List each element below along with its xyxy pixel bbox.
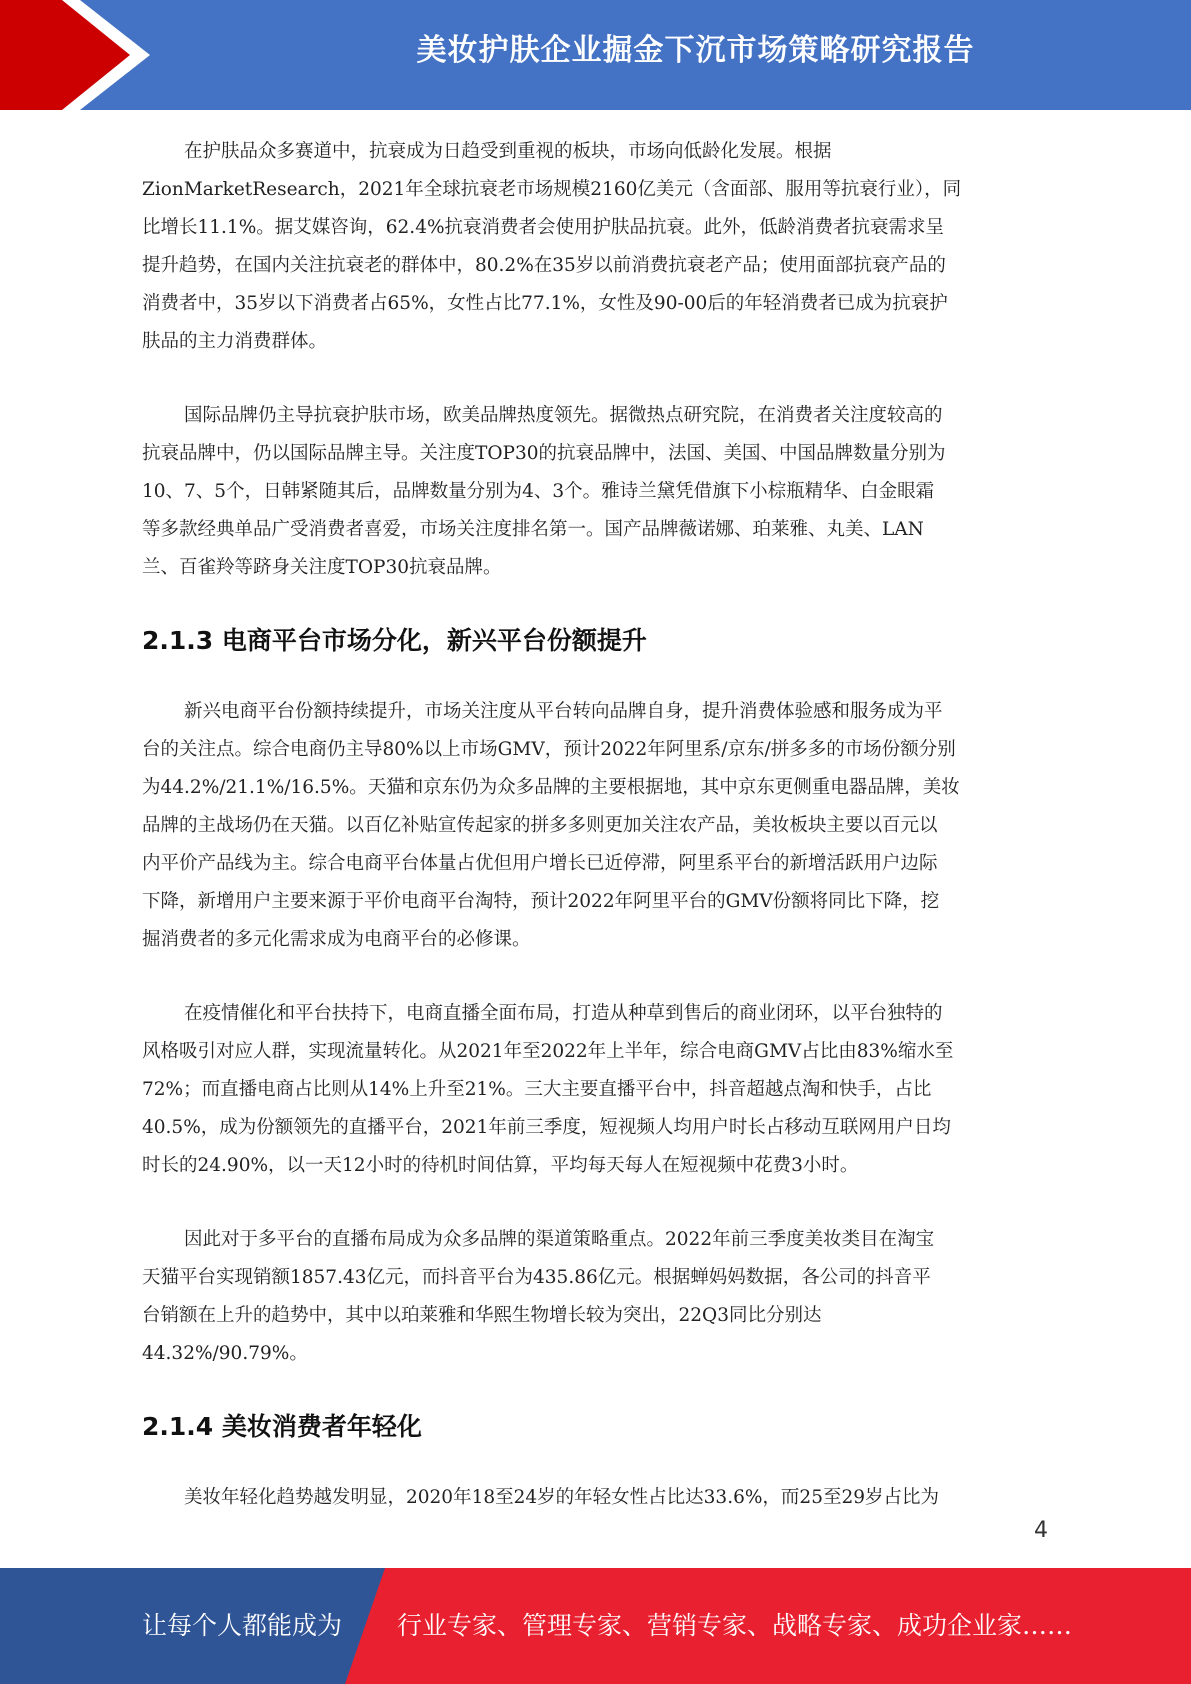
report-title: 美妆护肤企业掘金下沉市场策略研究报告: [416, 33, 975, 68]
footer-slogan-right: 行业专家、管理专家、营销专家、战略专家、成功企业家……: [397, 1611, 1073, 1640]
header-arrow-decoration: [0, 0, 200, 110]
report-body: [142, 133, 1047, 1553]
section-heading-2-1-3: 2.1.3 电商平台市场分化，新兴平台份额提升: [142, 626, 647, 655]
footer-slogan-left: 让每个人都能成为: [142, 1611, 343, 1640]
paragraph-anti-aging-market: 在护肤品众多赛道中，抗衰成为日趋受到重视的板块，市场向低龄化发展。根据 ZionMarketResearch，2021年全球抗衰老市场规模2160亿美元（含面部、服用等抗衰行业），同 比增长11.1%。据艾媒咨询，62.4%抗衰消费者会使用护肤品抗衰。此外，低龄消费者抗衰需求呈 提升趋势，在国内关注抗衰老的群体中，80.2%在35岁以前消费抗衰老产品；使用面部抗衰产品的 消费者中，35岁以下消费者占65%，女性占比77.1%，女性及90-00后的年轻消费者已成为抗衰护 肤品的主力消费群体。: [142, 141, 962, 352]
paragraph-channel-strategy: 因此对于多平台的直播布局成为众多品牌的渠道策略重点。2022年前三季度美妆类目在淘宝 天猫平台实现销额1857.43亿元，而抖音平台为435.86亿元。根据蝉妈妈数据，各公司的抖音平 台销额在上升的趋势中，其中以珀莱雅和华熙生物增长较为突出，22Q3同比分别达 44.32%/90.79%。: [142, 1229, 935, 1364]
paragraph-ecommerce-share: 新兴电商平台份额持续提升，市场关注度从平台转向品牌自身，提升消费体验感和服务成为平 台的关注点。综合电商仍主导80%以上市场GMV，预计2022年阿里系/京东/拼多多的市场份额分别 为44.2%/21.1%/16.5%。天猫和京东仍为众多品牌的主要根据地，其中京东更侧重电器品牌，美妆 品牌的主战场仍在天猫。以百亿补贴宣传起家的拼多多则更加关注农产品，美妆板块主要以百元以 内平价产品线为主。综合电商平台体量占优但用户增长已近停滞，阿里系平台的新增活跃用户边际 下降，新增用户主要来源于平价电商平台淘特，预计2022年阿里平台的GMV份额将同比下降，挖 掘消费者的多元化需求成为电商平台的必修课。: [142, 701, 960, 950]
page-footer: [0, 1568, 1191, 1684]
paragraph-international-brands: 国际品牌仍主导抗衰护肤市场，欧美品牌热度领先。据微热点研究院，在消费者关注度较高的 抗衰品牌中，仍以国际品牌主导。关注度TOP30的抗衰品牌中，法国、美国、中国品牌数量分别为 10、7、5个，日韩紧随其后，品牌数量分别为4、3个。雅诗兰黛凭借旗下小棕瓶精华、白金眼霜 等多款经典单品广受消费者喜爱，市场关注度排名第一。国产品牌薇诺娜、珀莱雅、丸美、LAN 兰、百雀羚等跻身关注度TOP30抗衰品牌。: [142, 405, 946, 578]
paragraph-younger-consumers: 美妆年轻化趋势越发明显，2020年18至24岁的年轻女性占比达33.6%，而25至29岁占比为: [184, 1487, 940, 1508]
paragraph-live-streaming: 在疫情催化和平台扶持下，电商直播全面布局，打造从种草到售后的商业闭环，以平台独特的 风格吸引对应人群，实现流量转化。从2021年至2022年上半年，综合电商GMV占比由83%缩水至 72%；而直播电商占比则从14%上升至21%。三大主要直播平台中，抖音超越点淘和快手，占比 40.5%，成为份额领先的直播平台，2021年前三季度，短视频人均用户时长占移动互联网用户日均 时长的24.90%，以一天12小时的待机时间估算，平均每天每人在短视频中花费3小时。: [142, 1003, 954, 1176]
page-number: 4: [1034, 1518, 1048, 1543]
page-header: [0, 0, 1191, 110]
section-heading-2-1-4: 2.1.4 美妆消费者年轻化: [142, 1412, 422, 1441]
